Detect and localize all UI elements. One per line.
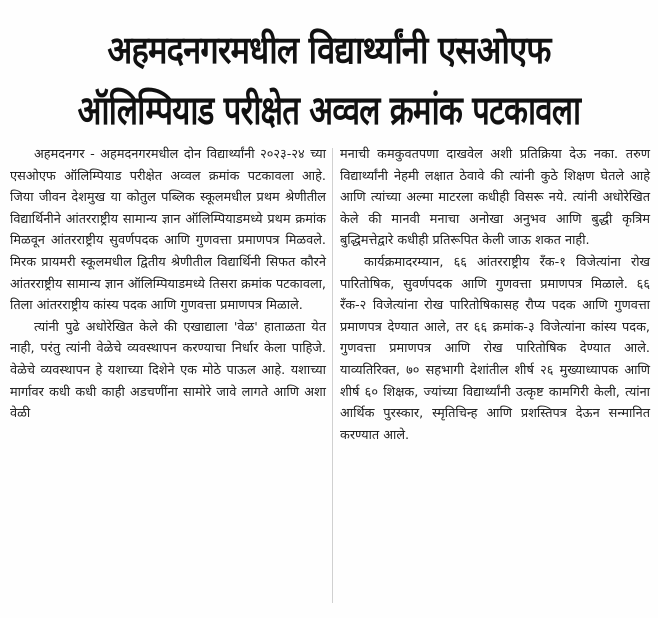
article-column-right [340,144,650,446]
article-paragraph: मनाची कमकुवतपणा दाखवेल अशी प्रतिक्रिया देऊ नका. तरुण विद्यार्थ्यांनी नेहमी लक्षात ठेवावे की त्यांनी कुठे शिक्षण घेतले आहे आणि त्यांच्या अल्मा माटरला कधीही विसरू नये. त्यांनी अधोरेखित केले की मानवी मनाचा अनोखा अनुभव आणि बुद्धी कृत्रिम बुद्धिमत्तेद्वारे कधीही प्रतिरूपित केली जाऊ शकत नाही. [340,147,650,249]
article-paragraph: त्यांनी पुढे अधोरेखित केले की एखाद्याला 'वेळ' हाताळता येत नाही, परंतु त्यांनी वेळेचे व्यवस्थापन करण्याचा निर्धार केला पाहिजे. वेळेचे व्यवस्थापन हे यशाच्या दिशेने एक मोठे पाऊल आहे. यशाच्या मार्गावर कधी कधी काही अडचणींना सामोरे जावे लागते आणि अशा वेळी [10,319,326,422]
article-paragraph: कार्यक्रमादरम्यान, ६६ आंतरराष्ट्रीय रँक-१ विजेत्यांना रोख पारितोषिक, सुवर्णपदक आणि गुणवत्ता प्रमाणपत्र मिळाले. ६६ रँक-२ विजेत्यांना रोख पारितोषिकासह रौप्य पदक आणि गुणवत्ता प्रमाणपत्र देण्यात आले, तर ६६ क्रमांक-३ विजेत्यांना कांस्य पदक, गुणवत्ता प्रमाणपत्र आणि रोख पारितोषिक देण्यात आले. याव्यतिरिक्त, ७० सहभागी देशांतील शीर्ष २६ मुख्याध्यापक आणि शीर्ष ६० शिक्षक, ज्यांच्या विद्यार्थ्यांनी उत्कृष्ट कामगिरी केली, त्यांना आर्थिक पुरस्कार, स्मृतिचिन्ह आणि प्रशस्तिपत्र देऊन सन्मानित करण्यात आले. [340,254,650,443]
column-divider [332,148,333,603]
headline-line-2: ऑलिम्पियाड परीक्षेत अव्वल क्रमांक पटकावला [77,88,581,134]
headline-line-1: अहमदनगरमधील विद्यार्थ्यांनी एसओएफ [107,28,551,72]
article-paragraph: अहमदनगर - अहमदनगरमधील दोन विद्यार्थ्यांनी २०२३-२४ च्या एसओएफ ऑलिम्पियाड परीक्षेत अव्वल क्रमांक पटकावला आहे. जिया जीवन देशमुख या कोतुल पब्लिक स्कूलमधील प्रथम श्रेणीतील विद्यार्थिनीने आंतरराष्ट्रीय सामान्य ज्ञान ऑलिम्पियाडमध्ये प्रथम क्रमांक मिळवून आंतरराष्ट्रीय सुवर्णपदक आणि गुणवत्ता प्रमाणपत्र मिळवले. मिरक प्रायमरी स्कूलमधील द्वितीय श्रेणीतील विद्यार्थिनी सिफत कौरने आंतरराष्ट्रीय सामान्य ज्ञान ऑलिम्पियाडमध्ये तिसरा क्रमांक पटकावला, तिला आंतरराष्ट्रीय कांस्य पदक आणि गुणवत्ता प्रमाणपत्र मिळाले. [10,147,326,314]
article-column-left [10,144,326,425]
